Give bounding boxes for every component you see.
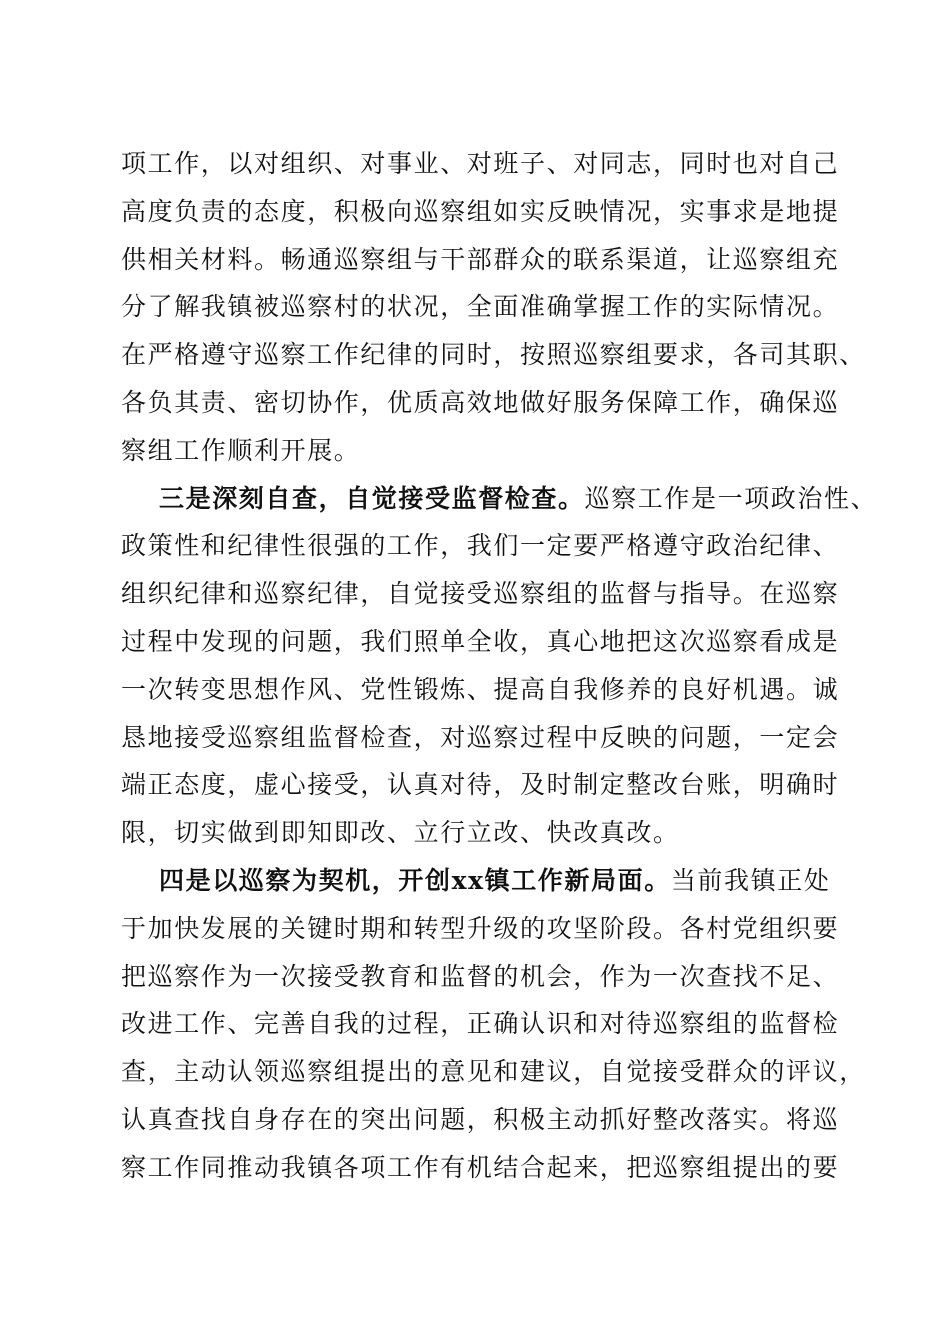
text-line: 察工作同推动我镇各项工作有机结合起来，把巡察组提出的要 xyxy=(121,1152,840,1182)
text-line: 恳地接受巡察组监督检查，对巡察过程中反映的问题，一定会 xyxy=(121,722,840,752)
text-line: 一次转变思想作风、党性锻炼、提高自我修养的良好机遇。诚 xyxy=(121,674,840,704)
text-line: 于加快发展的关键时期和转型升级的攻坚阶段。各村党组织要 xyxy=(121,913,840,943)
text-line: 政策性和纪律性很强的工作，我们一定要严格遵守政治纪律、 xyxy=(121,531,840,561)
text-line: 高度负责的态度，积极向巡察组如实反映情况，实事求是地提 xyxy=(121,196,840,226)
text-line: 组织纪律和巡察纪律，自觉接受巡察组的监督与指导。在巡察 xyxy=(121,579,840,609)
text-line: 认真查找自身存在的突出问题，积极主动抓好整改落实。将巡 xyxy=(121,1104,840,1134)
text-line: 察组工作顺利开展。 xyxy=(121,435,361,465)
paragraph-2-heading: 三是深刻自查，自觉接受监督检查。 xyxy=(159,483,585,513)
text-line: 把巡察作为一次接受教育和监督的机会，作为一次查找不足、 xyxy=(121,961,840,991)
text-line: 查，主动认领巡察组提出的意见和建议，自觉接受群众的评议， xyxy=(121,1057,866,1087)
text-line: 限，切实做到即知即改、立行立改、快改真改。 xyxy=(121,818,680,848)
paragraph-3-first-line xyxy=(121,857,841,905)
text-line: 在严格遵守巡察工作纪律的同时，按照巡察组要求，各司其职、 xyxy=(121,340,866,370)
paragraph-3-first-line-text: 当前我镇正处 xyxy=(670,865,831,895)
paragraph-2-first-line-text: 巡察工作是一项政治性、 xyxy=(584,483,878,513)
text-line: 过程中发现的问题，我们照单全收，真心地把这次巡察看成是 xyxy=(121,626,840,656)
text-line: 改进工作、完善自我的过程，正确认识和对待巡察组的监督检 xyxy=(121,1009,840,1039)
paragraph-3-heading: 四是以巡察为契机，开创xx镇工作新局面。 xyxy=(159,865,671,895)
text-line: 端正态度，虚心接受，认真对待，及时制定整改台账，明确时 xyxy=(121,770,840,800)
text-line: 各负其责、密切协作，优质高效地做好服务保障工作，确保巡 xyxy=(121,387,840,417)
text-line: 供相关材料。畅通巡察组与干部群众的联系渠道，让巡察组充 xyxy=(121,244,840,274)
paragraph-2-first-line xyxy=(121,475,878,523)
text-line: 分了解我镇被巡察村的状况，全面准确掌握工作的实际情况。 xyxy=(121,292,840,322)
text-line: 项工作，以对组织、对事业、对班子、对同志，同时也对自己 xyxy=(121,149,840,178)
body-text xyxy=(121,140,878,1192)
